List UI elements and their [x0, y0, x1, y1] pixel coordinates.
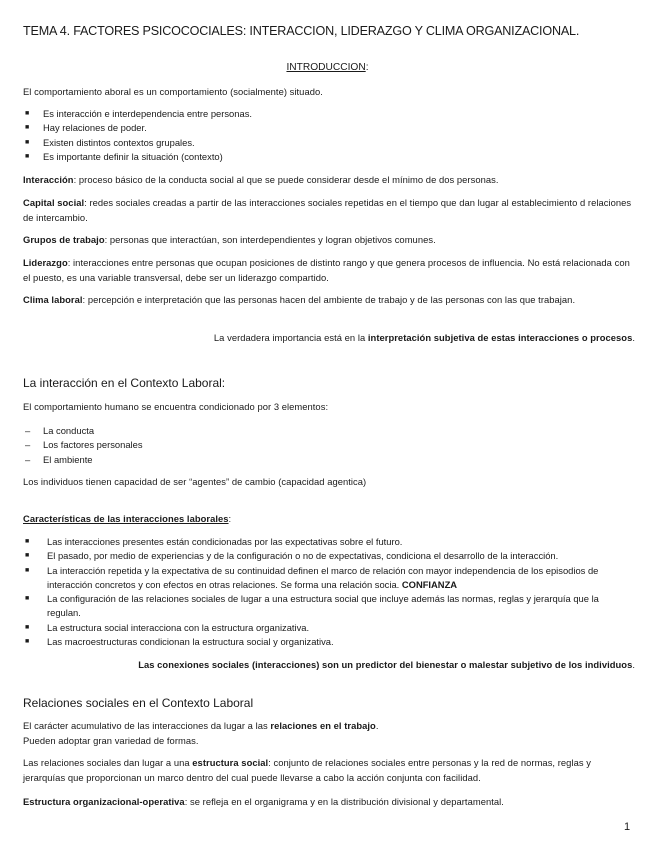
definition-term: Liderazgo	[23, 257, 68, 268]
intro-heading-text: INTRODUCCION	[286, 62, 366, 73]
list-item	[23, 136, 635, 150]
dash-bullet-icon: –	[25, 425, 31, 436]
relaciones-paragraph-3	[23, 795, 635, 810]
square-bullet-icon: ■	[25, 595, 30, 603]
list-item	[23, 453, 635, 467]
square-bullet-icon: ■	[25, 538, 30, 545]
definition-text: : interacciones entre personas que ocupan posiciones de distinto rango y que genera procesos de influencia. No está relacionada con el puesto, es una variable transversal, debe ser un liderazgo compartido.	[23, 257, 630, 283]
p1-end: .	[375, 720, 379, 731]
list-item-text: Los factores personales	[43, 439, 143, 451]
definition-text: : percepción e interpretación que las personas hacen del ambiente de trabajo y de las personas con las que trabajan.	[82, 294, 576, 305]
list-item-text: Las interacciones presentes están condicionadas por las expectativas sobre el futuro.	[47, 536, 403, 547]
definition-term: Grupos de trabajo	[23, 234, 105, 245]
list-item	[23, 592, 635, 621]
intro-bullet-list	[23, 107, 635, 164]
list-item	[23, 150, 635, 164]
elements-dash-list	[23, 424, 635, 467]
section-heading-text: La interacción en el Contexto Laboral	[23, 376, 222, 390]
square-bullet-icon: ■	[25, 124, 30, 132]
square-bullet-icon: ■	[25, 552, 30, 560]
square-bullet-icon: ■	[25, 110, 30, 117]
definition-term: Interacción	[23, 174, 74, 185]
p2-bold: estructura social	[192, 757, 269, 768]
square-bullet-icon: ■	[25, 138, 30, 146]
title-text: TEMA 4. FACTORES PSICOCOCIALES: INTERACCION, LIDERAZGO Y CLIMA ORGANIZACIONAL	[23, 24, 576, 38]
list-item-text: La estructura social interacciona con la estructura organizativa.	[47, 621, 310, 633]
p3-text: : se refleja en el organigrama y en la distribución divisional y departamental.	[184, 796, 504, 807]
definition-capital-social	[23, 196, 635, 225]
intro-heading-colon: :	[365, 62, 369, 73]
section-heading-colon: :	[221, 376, 226, 390]
p1-pre: El carácter acumulativo de las interacciones da lugar a las	[23, 720, 271, 731]
definition-term: Capital social	[23, 197, 85, 208]
definition-term: Clima laboral	[23, 294, 83, 305]
characteristics-heading-colon: :	[228, 513, 232, 524]
list-item-text: Hay relaciones de poder.	[43, 122, 147, 134]
p2-text: : conjunto de relaciones sociales entre personas y la red de normas, reglas y jerarquías que proporcionan un marco dentro del cual puede llevarse a cabo la acción conjunta con facilidad.	[23, 757, 591, 783]
definition-interaccion	[23, 173, 635, 188]
list-item	[23, 621, 635, 635]
title-period: .	[575, 24, 580, 38]
section1-closing-bold: Las conexiones sociales (interacciones) son un predictor del bienestar o malestar subjetivo de los individuos	[138, 659, 633, 670]
list-item	[23, 438, 635, 452]
p2-pre: Las relaciones sociales dan lugar a una	[23, 757, 193, 768]
p1-bold: relaciones en el trabajo	[270, 720, 376, 731]
definition-grupos-de-trabajo	[23, 233, 635, 248]
list-item	[23, 424, 635, 438]
dash-bullet-icon: –	[25, 439, 31, 451]
intro-lead: El comportamiento aboral es un comportamiento (socialmente) situado.	[23, 86, 323, 97]
dash-bullet-icon: –	[25, 453, 31, 465]
section-heading-interaccion	[23, 376, 225, 390]
list-item-text: Las macroestructuras condicionan la estructura social y organizativa.	[47, 636, 334, 648]
intro-heading	[0, 62, 655, 73]
intro-closing-end: .	[632, 332, 635, 343]
list-item-text: El pasado, por medio de experiencias y de la configuración o no de expectativas, condiciona el desarrollo de la interacción.	[47, 550, 559, 562]
agents-paragraph: Los individuos tienen capacidad de ser “agentes” de cambio (capacidad agentica)	[23, 476, 367, 487]
page-number: 1	[624, 821, 631, 833]
intro-closing-pre: La verdadera importancia está en la	[213, 332, 368, 343]
definition-text: : personas que interactúan, son interdependientes y logran objetivos comunes.	[104, 234, 436, 245]
characteristics-list	[23, 535, 635, 649]
list-item	[23, 107, 635, 121]
list-item	[23, 121, 635, 135]
square-bullet-icon: ■	[25, 623, 30, 631]
list-item-text: Es importante definir la situación (contexto)	[43, 150, 223, 162]
characteristics-heading-text: Características de las interacciones laborales	[23, 513, 229, 524]
list-item-text: Existen distintos contextos grupales.	[43, 136, 195, 148]
definition-text: : redes sociales creadas a partir de las interacciones sociales repetidas en el tiempo que dan lugar al establecimiento d relaciones de intercambio.	[23, 197, 632, 223]
characteristics-heading	[23, 512, 635, 527]
list-item-text: La conducta	[43, 425, 95, 436]
intro-closing-bold: interpretación subjetiva de estas interacciones o procesos	[367, 332, 633, 343]
square-bullet-icon: ■	[25, 638, 30, 646]
confianza-label: CONFIANZA	[401, 578, 458, 590]
list-item	[23, 535, 635, 549]
section1-closing-end: .	[632, 659, 635, 670]
section1-closing	[23, 658, 635, 673]
intro-closing	[23, 331, 635, 346]
definition-liderazgo	[23, 256, 635, 285]
section-heading-relaciones: Relaciones sociales en el Contexto Laboral	[23, 696, 254, 710]
list-item	[23, 635, 635, 649]
list-item	[23, 549, 635, 563]
p1-line2: Pueden adoptar gran variedad de formas.	[23, 734, 199, 746]
relaciones-paragraph-1	[23, 719, 635, 748]
list-item	[23, 564, 635, 593]
definition-text: : proceso básico de la conducta social al que se puede considerar desde el mínimo de dos personas.	[73, 174, 499, 185]
relaciones-paragraph-2	[23, 756, 635, 785]
list-item-text: El ambiente	[43, 453, 93, 465]
definition-clima-laboral	[23, 293, 635, 308]
square-bullet-icon: ■	[25, 566, 30, 574]
section1-lead: El comportamiento humano se encuentra condicionado por 3 elementos:	[23, 401, 329, 412]
document-title	[23, 24, 579, 38]
list-item-text: La configuración de las relaciones sociales de lugar a una estructura social que incluye además las normas, reglas y jerarquía que la regulan.	[47, 593, 599, 619]
list-item-text: Es interacción e interdependencia entre personas.	[43, 108, 252, 119]
list-item-text: La interacción repetida y la expectativa de su continuidad definen el marco de relación con mayor independencia de los episodios de interacción concretos y con efectos en otras relaciones. Se forma una relación socia.	[47, 564, 599, 590]
p3-bold: Estructura organizacional-operativa	[23, 796, 185, 807]
square-bullet-icon: ■	[25, 152, 30, 160]
